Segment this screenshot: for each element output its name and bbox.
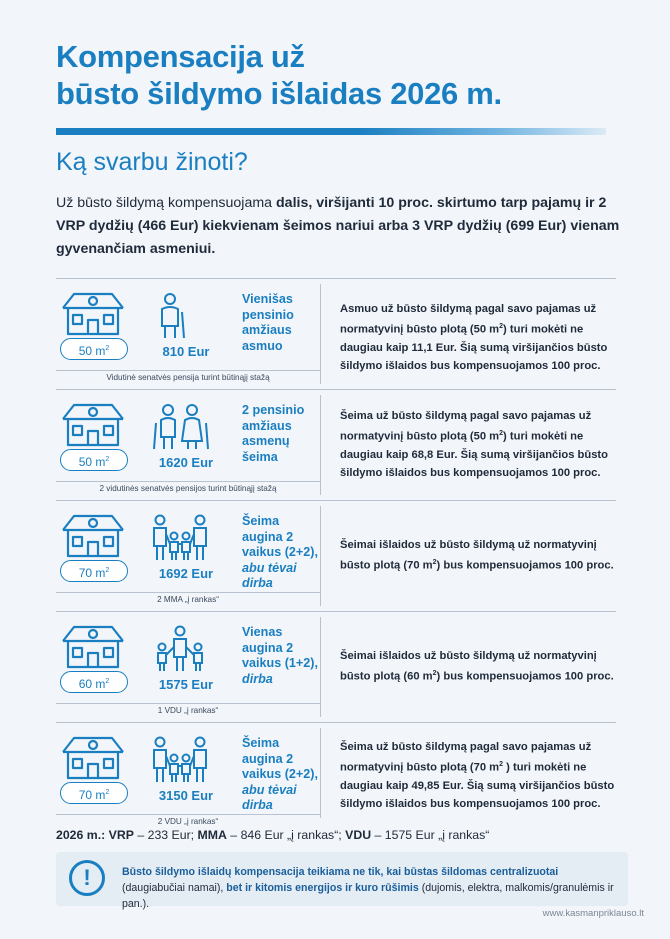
title-line-2: būsto šildymo išlaidas 2026 m. xyxy=(56,76,502,111)
house-icon xyxy=(60,290,126,336)
income-amount: 1620 Eur xyxy=(158,455,214,470)
income-amount: 3150 Eur xyxy=(158,788,214,803)
area-badge: 70 $m^2$ xyxy=(60,560,128,582)
income-caption: 1 VDU „į rankas“ xyxy=(157,706,219,715)
title-line-1: Kompensacija už xyxy=(56,39,305,74)
scenario-row xyxy=(56,389,616,500)
income-amount: 1692 Eur xyxy=(158,566,214,581)
summary-line: 2026 m.: VRP – 233 Eur; MMA – 846 Eur „į rankas“; VDU – 1575 Eur „į rankas“ xyxy=(56,828,490,842)
income-caption: 2 VDU „į rankas“ xyxy=(157,817,219,826)
compensation-description: Šeimai išlaidos už būsto šildymą už normatyvinį būsto plotą (60 $m^2$) bus kompensuojamos 100 proc. xyxy=(340,650,614,683)
intro-part-2: dalis, viršijanti 10 proc. skirtumo tarp pajamų ir 2 VRP dydžių (466 Eur) kiekvienam šeimos nariui arba 3 VRP dydžių (699 Eur) vienam gyvenančiam asmeniui. xyxy=(56,195,620,257)
compensation-description: Asmuo už būsto šildymą pagal savo pajamas už normatyvinį būsto plotą (50 $m^2$) turi mokėti ne daugiau kaip 11,1 Eur. Šią sumą viršijančios būsto šildymo išlaidos bus kompensuojamos 100 proc. xyxy=(340,303,608,372)
house-icon xyxy=(60,734,126,780)
title-underline xyxy=(56,128,606,135)
household-label: 2 pensinio amžiaus asmenų šeima xyxy=(242,403,305,464)
income-caption: 2 vidutinės senatvės pensijos turint būtinąjį stažą xyxy=(99,484,277,493)
page-title xyxy=(56,38,636,112)
family-icon xyxy=(152,514,208,562)
income-caption: 2 MMA „į rankas“ xyxy=(157,595,219,604)
info-note xyxy=(56,852,628,910)
intro-text xyxy=(56,192,626,261)
house-icon xyxy=(60,401,126,447)
note-text: Būsto šildymo išlaidų kompensacija teikiama ne tik, kai būstas šildomas centralizuotai (daugiabučiai namai), bet ir kitomis energijos ir kuro rūšimis (dujomis, elektra, malkomis/granulėmis ir pan.). xyxy=(122,866,614,910)
compensation-description: Šeima už būsto šildymą pagal savo pajamas už normatyvinį būsto plotą (70 $m^2$ ) turi mokėti ne daugiau kaip 49,85 Eur. Šią sumą viršijančios būsto šildymo išlaidos bus kompensuojamos 100 proc. xyxy=(340,741,615,810)
compensation-description: Šeima už būsto šildymą pagal savo pajamas už normatyvinį būsto plotą (50 $m^2$) turi mokėti ne daugiau kaip 68,8 Eur. Šią sumą viršijančios būsto šildymo išlaidos bus kompensuojamos 100 proc. xyxy=(340,410,608,479)
exclamation-icon: ! xyxy=(69,860,105,896)
income-caption: Vidutinė senatvės pensija turint būtinąjį stažą xyxy=(106,373,270,382)
area-badge: 60 $m^2$ xyxy=(60,671,128,693)
scenario-row xyxy=(56,722,616,833)
income-amount: 1575 Eur xyxy=(158,677,214,692)
intro-part-1: Už būsto šildymą kompensuojama xyxy=(56,195,277,211)
household-label: Vienas augina 2 vaikus (1+2), dirba xyxy=(242,625,318,686)
scenario-row xyxy=(56,278,616,389)
scenario-row xyxy=(56,500,616,611)
compensation-description: Šeimai išlaidos už būsto šildymą už normatyvinį būsto plotą (70 $m^2$) bus kompensuojamos 100 proc. xyxy=(340,539,614,572)
household-label: Šeima augina 2 vaikus (2+2), abu tėvai dirba xyxy=(242,514,318,590)
household-label: Šeima augina 2 vaikus (2+2), abu tėvai dirba xyxy=(242,736,318,812)
elderly-couple-icon xyxy=(152,403,212,451)
elderly-person-icon xyxy=(152,292,202,340)
subtitle: Ką svarbu žinoti? xyxy=(56,148,248,176)
household-label: Vienišas pensinio amžiaus asmuo xyxy=(242,292,294,353)
house-icon xyxy=(60,512,126,558)
area-badge: 50 $m^2$ xyxy=(60,449,128,471)
family-icon xyxy=(152,736,208,784)
scenario-row xyxy=(56,611,616,722)
area-badge: 70 $m^2$ xyxy=(60,782,128,804)
income-amount: 810 Eur xyxy=(162,344,210,359)
single-parent-icon xyxy=(152,625,208,673)
website-link[interactable]: www.kasmanpriklauso.lt xyxy=(542,908,644,919)
area-badge: 50 $m^2$ xyxy=(60,338,128,360)
house-icon xyxy=(60,623,126,669)
